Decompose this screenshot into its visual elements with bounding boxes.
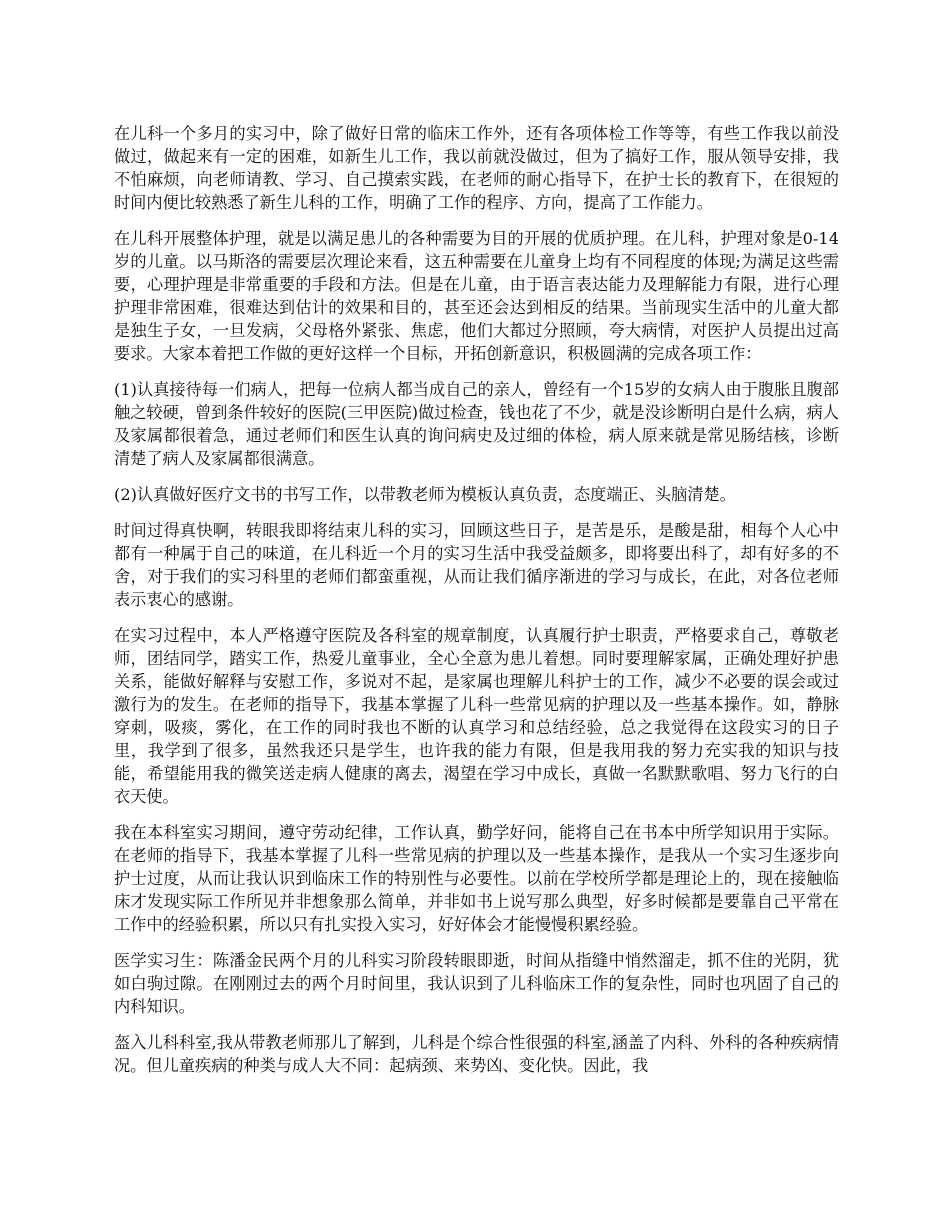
paragraph: 时间过得真快啊，转眼我即将结束儿科的实习，回顾这些日子，是苦是乐，是酸是甜，相每个人心中都有一种属于自己的味道，在儿科近一个月的实习生活中我受益颇多，即将要出科了，却有好多的不舍，对于我们的实习科里的老师们都蛮重视，从而让我们循序渐进的学习与成长，在此，对各位老师表示衷心的感谢。 [114,521,839,609]
paragraph: 我在本科室实习期间，遵守劳动纪律，工作认真，勤学好问，能将自己在书本中所学知识用于实际。在老师的指导下，我基本掌握了儿科一些常见病的护理以及一些基本操作，是我从一个实习生逐步向护士过度，从而让我认识到临床工作的特别性与必要性。以前在学校所学都是理论上的，现在接触临床才发现实际工作所见并非想象那么简单，并非如书上说写那么典型，好多时候都是要靠自己平常在工作中的经验积累，所以只有扎实投入实习，好好体会才能慢慢积累经验。 [114,823,839,934]
paragraph: (1)认真接待每一们病人，把每一位病人都当成自己的亲人，曾经有一个15岁的女病人由于腹胀且腹部触之较硬，曾到条件较好的医院(三甲医院)做过检查，钱也花了不少，就是没诊断明白是什么病，病人及家属都很着急，通过老师们和医生认真的询问病史及过细的体检，病人原来就是常见肠结核，诊断清楚了病人及家属都很满意。 [114,380,839,468]
paragraph: 盔入儿科科室,我从带教老师那儿了解到，儿科是个综合性很强的科室,涵盖了内科、外科的各种疾病情况。但儿童疾病的种类与成人大不同：起病颈、来势凶、变化快。因此，我 [114,1033,839,1075]
document-body [114,122,839,1090]
paragraph: 在儿科一个多月的实习中，除了做好日常的临床工作外，还有各项体检工作等等，有些工作我以前没做过，做起来有一定的困难，如新生儿工作，我以前就没做过，但为了搞好工作，服从领导安排，我不怕麻烦，向老师请教、学习、自己摸索实践，在老师的耐心指导下，在护士长的教育下，在很短的时间内便比较熟悉了新生儿科的工作，明确了工作的程序、方向，提高了工作能力。 [114,124,839,212]
paragraph: 医学实习生：陈潘金民两个月的儿科实习阶段转眼即逝，时间从指缝中悄然溜走，抓不住的光阴，犹如白驹过隙。在刚刚过去的两个月时间里，我认识到了儿科临床工作的复杂性，同时也巩固了自己的内科知识。 [114,951,839,1016]
paragraph: 在实习过程中，本人严格遵守医院及各科室的规章制度，认真履行护士职责，严格要求自己，尊敬老师，团结同学，踏实工作，热爱儿童事业，全心全意为患儿着想。同时要理解家属，正确处理好护患关系，能做好解释与安慰工作，多说对不起，是家属也理解儿科护士的工作，减少不必要的误会或过激行为的发生。在老师的指导下，我基本掌握了儿科一些常见病的护理以及一些基本操作。如，静脉穿刺，吸痰，雾化，在工作的同时我也不断的认真学习和总结经验，总之我觉得在这段实习的日子里，我学到了很多，虽然我还只是学生，也许我的能力有限，但是我用我的努力充实我的知识与技能，希望能用我的微笑送走病人健康的离去，渴望在学习中成长，真做一名默默歌唱、努力飞行的白衣天使。 [114,626,839,806]
paragraph: (2)认真做好医疗文书的书写工作，以带教老师为模板认真负责，态度端正、头脑清楚。 [114,485,736,504]
paragraph: 在儿科开展整体护理，就是以满足患儿的各种需要为目的开展的优质护理。在儿科，护理对象是0-14岁的儿童。以马斯洛的需要层次理论来看，这五种需要在儿童身上均有不同程度的体现;为满足这些需要，心理护理是非常重要的手段和方法。但是在儿童，由于语言表达能力及理解能力有限，进行心理护理非常困难，很难达到估计的效果和目的，甚至还会达到相反的结果。当前现实生活中的儿童大都是独生子女，一旦发病，父母格外紧张、焦虑，他们大都过分照顾，夸大病情，对医护人员提出过高要求。大家本着把工作做的更好这样一个目标，开拓创新意识，积极圆满的完成各项工作： [114,229,839,363]
